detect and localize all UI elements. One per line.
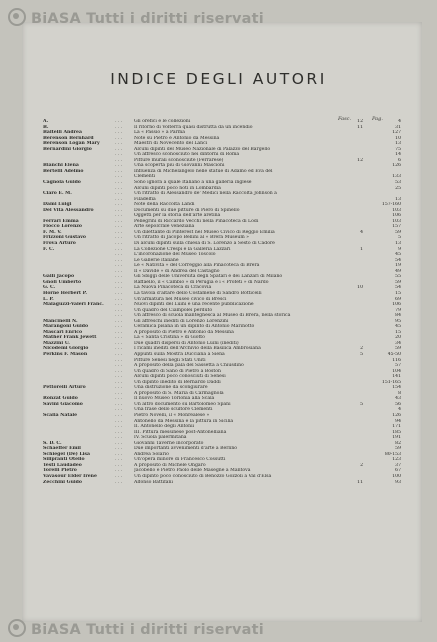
entry-fascicolo: 5: [360, 401, 363, 407]
entry-title: Alcuni dipinti del Museo Nazionale di Palazzo del Bargello: [134, 146, 271, 152]
entry-title: Documenti su due pitture di Piero di Spinello: [134, 207, 240, 213]
leader-dots: . . .: [115, 379, 123, 385]
leader-dots: . . .: [115, 385, 123, 391]
entry-title: La tavola d'altare dello Costamene di Sandro Botticelli: [134, 290, 262, 296]
leader-dots: . . .: [115, 135, 123, 141]
entry-title: Un dilettante di Pinterest nel Museo Civico di Reggio Emilia: [134, 229, 275, 235]
entry-title: III. Pittura messinese post-Antonelliana: [134, 429, 227, 435]
entry-title: Due quadri dispersi di Antonio Luini (inediti): [134, 340, 239, 346]
entry-title: Pietro Novelli, il « Monrealese »: [134, 412, 210, 418]
entry-page: 80-153: [384, 451, 401, 457]
entry-page: 45: [395, 252, 401, 258]
entry-page: 151-165: [381, 379, 401, 385]
entry-author: B.: [43, 124, 49, 130]
entry-page: 59: [395, 229, 401, 235]
entry-title: Appunti sulla Mostra Ducciana a Siena: [134, 351, 225, 357]
entry-title: Due importanti avvenimenti d'arte a Berlino: [134, 446, 238, 452]
entry-author: Ciaro E. M.: [43, 191, 72, 197]
entry-author: Mazzini U.: [43, 340, 70, 346]
entry-author: Baltelli Andrea: [43, 130, 82, 136]
entry-page: 123: [392, 457, 401, 463]
entry-title: A proposito della pala del Sassetta a Chiusdino: [134, 363, 244, 369]
entry-fascicolo: 5: [360, 351, 363, 357]
entry-title: Raffaello, il « Cambio » di Perugia e i « Profeti » di Nardo: [134, 279, 269, 285]
entry-title: Sono ignora a quale Italiano a una galleria inglese: [134, 180, 252, 186]
entry-title: Le « Natività » del Correggio alla Pinacoteca di Brera: [134, 263, 260, 269]
entry-title: IV. Scuola palermitana: [134, 435, 187, 441]
entry-author: Ferrari Emma: [43, 218, 79, 224]
entry-page: 95: [395, 318, 401, 324]
entry-page: 84: [395, 313, 401, 319]
entry-author: Frizzoni Gustavo: [43, 235, 86, 241]
entry-title: A proposito di S. Maria di Carmagnola: [134, 390, 224, 396]
entry-author: Scalia Natale: [43, 412, 78, 418]
entry-page: 34: [395, 340, 401, 346]
leader-dots: . . .: [115, 268, 123, 274]
entry-title: Un affresco sconosciuto nei dintorni di Roma: [134, 152, 240, 158]
entry-page: 157: [392, 224, 401, 230]
column-header-pagina: Pag.: [372, 116, 383, 122]
entry-page: 100: [392, 474, 401, 479]
entry-title: Il « Davide » di Andrea del Castagno: [134, 268, 220, 274]
leader-dots: . . .: [115, 407, 123, 413]
entry-author: S. D. C.: [43, 440, 62, 446]
author-index-list: [43, 119, 413, 485]
leader-dots: . . .: [115, 207, 123, 213]
leader-dots: . . .: [115, 390, 123, 396]
leader-dots: . . .: [115, 424, 123, 430]
entry-page: 82: [395, 440, 401, 446]
entry-page: 20: [395, 335, 401, 341]
entry-title: Nuovi dipinti del Luini e una recente pubblicazione: [134, 302, 254, 308]
watermark-text: BiASA Tutti i diritti riservati: [31, 11, 264, 27]
entry-author: Frova Arturo: [43, 241, 76, 247]
entry-title: Alfonso Battifani: [134, 479, 173, 485]
entry-page: 59: [395, 446, 401, 452]
entry-author: Gnoli Umberto: [43, 279, 82, 285]
entry-page: 13: [395, 196, 401, 202]
entry-page: 106: [392, 213, 401, 219]
entry-title: Jacobello e Pietro Paolo delle Masegne a Mantova: [134, 468, 251, 474]
entry-title: Giovanni Taverne incorporato: [134, 440, 204, 446]
entry-page: 141: [392, 374, 401, 380]
leader-dots: . . .: [115, 396, 123, 402]
entry-title: Pitture Senesi negli Stati Uniti: [134, 357, 206, 363]
entry-title: Arte sepolcrale veneziana: [134, 224, 195, 230]
leader-dots: . . .: [115, 468, 123, 474]
leader-dots: . . .: [115, 274, 123, 280]
leader-dots: . . .: [115, 191, 123, 197]
leader-dots: . . .: [115, 296, 123, 302]
entry-page: 157-160: [381, 202, 401, 208]
leader-dots: . . .: [115, 279, 123, 285]
leader-dots: . . .: [115, 446, 123, 452]
entry-page: 15: [395, 329, 401, 335]
entry-page: 103: [392, 218, 401, 224]
leader-dots: . . .: [115, 412, 123, 418]
leader-dots: . . .: [115, 229, 123, 235]
leader-dots: . . .: [115, 474, 123, 479]
leader-dots: . . .: [115, 252, 123, 258]
entry-title: Alcuni dipinti poco conosciuti di Senesi: [134, 374, 226, 380]
watermark-bottom: [8, 619, 264, 638]
entry-page: 8: [398, 390, 401, 396]
entry-fascicolo: 11: [357, 479, 363, 485]
entry-page: 154: [392, 385, 401, 391]
entry-author: Mascari Enrico: [43, 329, 83, 335]
entry-page: 43: [395, 396, 401, 402]
entry-page: 45-50: [387, 351, 401, 357]
entry-author: Nicodemi Giorgio: [43, 346, 89, 352]
leader-dots: . . .: [115, 435, 123, 441]
entry-title: A proposito di Michele Ongaro: [134, 462, 206, 468]
entry-title: Un quadro di Sano di Pietro a Boston: [134, 368, 221, 374]
entry-page: 4: [398, 119, 401, 124]
entry-title: Un ritratto di Jacopo Bellini al « Brera Museum »: [134, 235, 249, 241]
entry-author: Zecchini Guido: [43, 479, 82, 485]
index-entry: [43, 480, 413, 486]
entry-page: 104: [392, 368, 401, 374]
entry-author: Schaeffer Emil: [43, 446, 81, 452]
entry-title: La Nuova Pinacoteca di Cracovia: [134, 285, 212, 291]
entry-page: 127: [392, 130, 401, 136]
entry-title: Un affresco di scuola mantegnesca al Museo di Brera, nella storica: [134, 313, 291, 319]
entry-title: Alcuni dipinti poco noti in Lombardia: [134, 185, 221, 191]
entry-author: Perkins F. Mason: [43, 351, 88, 357]
entry-page: 10: [395, 135, 401, 141]
leader-dots: . . .: [115, 224, 123, 230]
entry-page: 59: [395, 279, 401, 285]
leader-dots: . . .: [115, 168, 123, 174]
entry-author: G. C.: [43, 285, 56, 291]
entry-page: 6: [398, 157, 401, 163]
entry-page: 75: [395, 146, 401, 152]
entry-page: 54: [395, 257, 401, 263]
entry-page: 4: [398, 407, 401, 413]
entry-title: Una distruzione da scongiurare: [134, 385, 208, 391]
leader-dots: . . .: [115, 290, 123, 296]
entry-page: 116: [392, 357, 401, 363]
entry-author: Bianchi Elena: [43, 163, 79, 169]
entry-author: Bertelli Adelmo: [43, 168, 84, 174]
entry-fascicolo: 11: [357, 124, 363, 130]
entry-page: 59: [395, 346, 401, 352]
leader-dots: . . .: [115, 285, 123, 291]
entry-title: Un'opera minore di Francesco Cossutti: [134, 457, 226, 463]
entry-title: La Collezione Crespi e la Galleria Lazzari: [134, 246, 231, 252]
entry-page: 55: [395, 274, 401, 280]
entry-author: Bernardini Giorgio: [43, 146, 92, 152]
leader-dots: . . .: [115, 235, 123, 241]
leader-dots: . . .: [115, 429, 123, 435]
entry-title: Influenza di Michelangelo nelle statue di Adamo ed Eva del: [134, 168, 273, 174]
entry-page: 103: [392, 207, 401, 213]
entry-fascicolo: 2: [360, 462, 363, 468]
leader-dots: . . .: [115, 185, 123, 191]
entry-page: 9: [398, 246, 401, 252]
leader-dots: . . .: [115, 180, 123, 186]
entry-title: Gli orefici e le collezioni: [134, 119, 191, 124]
entry-title: Note su Pietro e Antonio da Messina: [134, 135, 220, 141]
leader-dots: . . .: [115, 368, 123, 374]
entry-title: A proposito di Pietro e Antonio da Messina: [134, 329, 234, 335]
leader-dots: . . .: [115, 141, 123, 147]
leader-dots: . . .: [115, 440, 123, 446]
entry-title: Andrea Solario: [134, 451, 169, 457]
entry-author: Berenson Logan Mary: [43, 141, 100, 147]
entry-page: 37: [395, 462, 401, 468]
entry-fascicolo: 12: [357, 119, 363, 124]
leader-dots: . . .: [115, 124, 123, 130]
entry-author: Galli Jacopo: [43, 274, 75, 280]
leader-dots: . . .: [115, 357, 123, 363]
biasa-logo-icon: [8, 619, 26, 637]
entry-author: Torelli Pietro: [43, 468, 77, 474]
entry-title: Note della Raccolta Landi: [134, 202, 195, 208]
entry-page: 57: [395, 363, 401, 369]
leader-dots: . . .: [115, 307, 123, 313]
entry-title: Gli Sbiggi delle Università degli Spatari e dei Lanzari di Milano: [134, 274, 283, 280]
entry-title: Filadelfia: [134, 196, 156, 202]
leader-dots: . . .: [115, 213, 123, 219]
leader-dots: . . .: [115, 218, 123, 224]
entry-author: Pettorelli Arturo: [43, 385, 86, 391]
watermark-text: BiASA Tutti i diritti riservati: [31, 622, 264, 638]
entry-title: Un altro documento su Bartolomeo Spani: [134, 401, 231, 407]
entry-author: Mather Frank Jewett: [43, 335, 97, 341]
entry-title: Il ritorno di Volterra quasi distrutta da un incendio: [134, 124, 253, 130]
entry-author: L. P.: [43, 296, 54, 302]
entry-page: 53: [395, 180, 401, 186]
entry-author: Testi Laudadeo: [43, 462, 82, 468]
entry-page: 191: [392, 435, 401, 441]
entry-title: Un dipinto inedito di Bernardo Daddi: [134, 379, 221, 385]
entry-page: 126: [392, 412, 401, 418]
leader-dots: . . .: [115, 340, 123, 346]
entry-title: I ricami inediti dell'Archivio della Basilica Ambrosiana: [134, 346, 261, 352]
entry-page: 13: [395, 141, 401, 147]
leader-dots: . . .: [115, 374, 123, 380]
leader-dots: . . .: [115, 462, 123, 468]
entry-page: 13: [395, 241, 401, 247]
leader-dots: . . .: [115, 119, 123, 124]
entry-author: A.: [43, 119, 49, 124]
entry-author: Dami Luigi: [43, 202, 72, 208]
entry-title: Un'armatura nel Museo civico di Bresci: [134, 296, 227, 302]
entry-title: Gli affreschi inediti di Lorenzo Lorenzini: [134, 318, 229, 324]
leader-dots: . . .: [115, 479, 123, 485]
entry-page: 185: [392, 429, 401, 435]
entry-title: Pitture murali sconosciute (Ferrarese): [134, 157, 224, 163]
leader-dots: . . .: [115, 130, 123, 136]
entry-author: Berenson Bernhard: [43, 135, 94, 141]
entry-page: 69: [395, 296, 401, 302]
entry-title: Un ritratto di Alessandro de' Medici nella Raccolta Johnson a: [134, 191, 277, 197]
entry-author: Fiocco Lorenzo: [43, 224, 82, 230]
leader-dots: . . .: [115, 246, 123, 252]
entry-author: F. C.: [43, 246, 55, 252]
entry-page: 25: [395, 185, 401, 191]
leader-dots: . . .: [115, 329, 123, 335]
entry-author: Mancinelli N.: [43, 318, 78, 324]
leader-dots: . . .: [115, 313, 123, 319]
entry-page: 93: [395, 479, 401, 485]
entry-title: L'incoronazione del Museo Toscolo: [134, 252, 216, 258]
entry-title: Pellegrini di Riccardo Vecchi nella Pinacoteca di Lodi: [134, 218, 259, 224]
leader-dots: . . .: [115, 174, 123, 180]
leader-dots: . . .: [115, 351, 123, 357]
entry-title: II. Antonello degli Antonii: [134, 424, 195, 430]
leader-dots: . . .: [115, 241, 123, 247]
entry-title: Clementi: [134, 174, 156, 180]
entry-page: 14: [395, 152, 401, 158]
leader-dots: . . .: [115, 302, 123, 308]
entry-title: La « Passio » a Parma: [134, 130, 185, 136]
leader-dots: . . .: [115, 263, 123, 269]
entry-author: Savini Giacomo: [43, 401, 83, 407]
entry-author: Del Vita Alessandro: [43, 207, 94, 213]
entry-author: Ronzat Guido: [43, 396, 78, 402]
leader-dots: . . .: [115, 418, 123, 424]
entry-page: 106: [392, 302, 401, 308]
entry-page: 19: [395, 263, 401, 269]
entry-author: Horne Herbert P.: [43, 290, 87, 296]
leader-dots: . . .: [115, 202, 123, 208]
leader-dots: . . .: [115, 401, 123, 407]
leader-dots: . . .: [115, 146, 123, 152]
entry-page: 171: [392, 424, 401, 430]
leader-dots: . . .: [115, 324, 123, 330]
entry-title: Antonello da Messina e la pittura in Sicilia: [134, 418, 234, 424]
leader-dots: . . .: [115, 451, 123, 457]
entry-author: Silipranti Otello: [43, 457, 85, 463]
entry-page: 94: [395, 418, 401, 424]
entry-title: Le Gallerie italiane: [134, 257, 179, 263]
entry-fascicolo: 4: [360, 229, 363, 235]
entry-page: 54: [395, 285, 401, 291]
entry-page: 67: [395, 468, 401, 474]
column-header-fascicolo: Fasc.: [338, 116, 352, 122]
entry-author: Marangoni Guido: [43, 324, 89, 330]
leader-dots: . . .: [115, 163, 123, 169]
entry-fascicolo: 2: [360, 346, 363, 352]
entry-title: Ceramica pisana in un dipinto di Antonio Marinotto: [134, 324, 255, 330]
leader-dots: . . .: [115, 335, 123, 341]
entry-title: Un dipinto poco conosciuto di Benozzo Gozzoli a Val d'Elsa: [134, 474, 272, 479]
entry-fascicolo: 1: [360, 246, 363, 252]
entry-author: F. M. V.: [43, 229, 62, 235]
entry-author: Cagnola Guido: [43, 180, 81, 186]
entry-title: Un quadro del Ciampolei perduto: [134, 307, 213, 313]
entry-page: 79: [395, 307, 401, 313]
leader-dots: . . .: [115, 257, 123, 263]
entry-fascicolo: 12: [357, 157, 363, 163]
biasa-logo-icon: [8, 8, 26, 26]
leader-dots: . . .: [115, 346, 123, 352]
entry-page: 15: [395, 290, 401, 296]
leader-dots: . . .: [115, 152, 123, 158]
entry-author: Malaguzzi-Valeri Franc.: [43, 302, 104, 308]
entry-author: Schiegel (De) Lisa: [43, 451, 90, 457]
entry-fascicolo: 10: [357, 285, 363, 291]
entry-title: Maestri di Novecento del Lanci: [134, 141, 208, 147]
leader-dots: . . .: [115, 363, 123, 369]
watermark-top: [8, 8, 264, 27]
entry-page: 56: [395, 401, 401, 407]
entry-title: Oggetti per la storia dell'arte aretina: [134, 213, 221, 219]
leader-dots: . . .: [115, 157, 123, 163]
entry-title: Una scoperta più di Giovanni Mascioni: [134, 163, 225, 169]
entry-page: 126: [392, 163, 401, 169]
entry-page: 5: [398, 235, 401, 241]
entry-title: Il nuovo Museo Torlonia alla Scala: [134, 396, 215, 402]
leader-dots: . . .: [115, 318, 123, 324]
leader-dots: . . .: [115, 457, 123, 463]
leader-dots: . . .: [115, 196, 123, 202]
entry-title: Una frase dello scultore Clementi: [134, 407, 213, 413]
entry-title: Di alcuni dipinti sulla chiesa di S. Lorenzo a Sesto di Cadore: [134, 241, 275, 247]
entry-title: La « Santa Cristina » di Giotto: [134, 335, 205, 341]
entry-page: 31: [395, 124, 401, 130]
entry-page: 49: [395, 268, 401, 274]
entry-author: Vavasour Elder Irene: [43, 474, 97, 479]
entry-page: 133: [392, 174, 401, 180]
page-title: INDICE DEGLI AUTORI: [110, 70, 327, 88]
entry-page: 45: [395, 324, 401, 330]
